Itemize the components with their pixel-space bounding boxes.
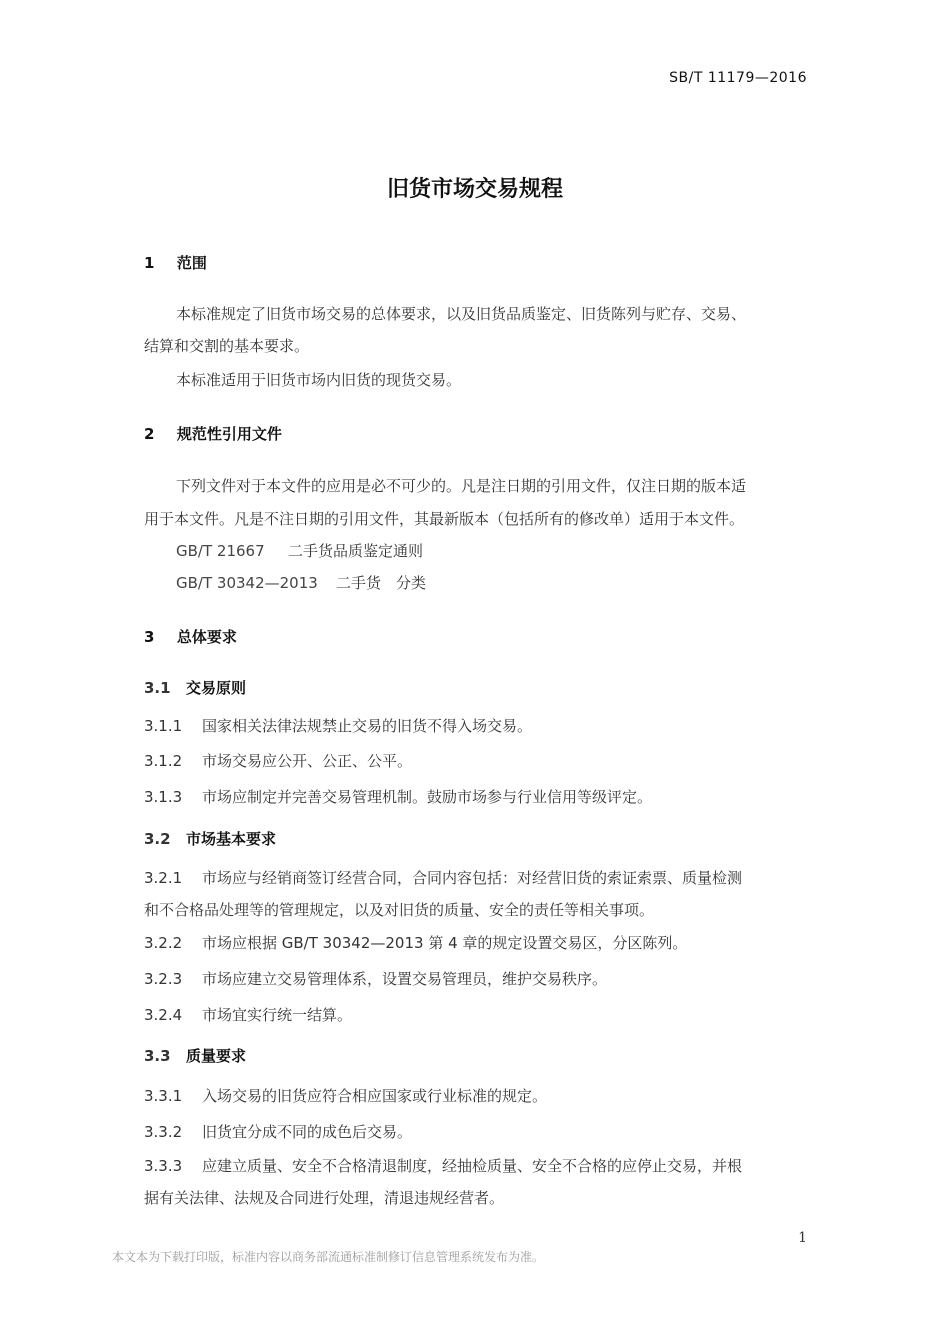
clause-3-2-4: [144, 999, 352, 1031]
standard-code: SB/T 11179—2016: [669, 70, 807, 86]
clause-text: 国家相关法律法规禁止交易的旧货不得入场交易。: [202, 717, 533, 735]
subsection-title: 质量要求: [186, 1047, 247, 1065]
page-number: 1: [798, 1230, 807, 1246]
section-number: 2: [144, 425, 155, 443]
subsection-title: 市场基本要求: [186, 830, 277, 848]
clause-text: 应建立质量、安全不合格清退制度，经抽检质量、安全不合格的应停止交易，并根: [202, 1157, 743, 1175]
paragraph: 本标准适用于旧货市场内旧货的现货交易。: [176, 371, 462, 389]
clause-text: 市场交易应公开、公正、公平。: [202, 752, 413, 770]
reference-title: 二手货品质鉴定通则: [288, 542, 424, 560]
subsection-3-1-heading: [144, 677, 246, 698]
section-title: 范围: [176, 254, 207, 272]
clause-text: 市场应与经销商签订经营合同，合同内容包括：对经营旧货的索证索票、质量检测: [202, 869, 743, 887]
clause-3-2-3: [144, 963, 607, 995]
clause-text: 市场应制定并完善交易管理机制。鼓励市场参与行业信用等级评定。: [202, 788, 653, 806]
clause-number: 3.2.1: [144, 869, 183, 887]
normative-reference: [176, 535, 423, 567]
clause-3-2-2: [144, 927, 687, 959]
clause-3-1-1: [144, 710, 532, 742]
section-title: 规范性引用文件: [176, 425, 282, 443]
clause-number: 3.3.2: [144, 1123, 183, 1141]
section-3-heading: [144, 626, 237, 647]
section-1-heading: [144, 252, 207, 273]
paragraph-line: 用于本文件。凡是不注日期的引用文件，其最新版本（包括所有的修改单）适用于本文件。: [144, 510, 745, 528]
clause-number: 3.3.1: [144, 1087, 183, 1105]
reference-code: GB/T 21667: [176, 542, 265, 560]
clause-number: 3.3.3: [144, 1157, 183, 1175]
reference-title: 二手货 分类: [336, 574, 427, 592]
clause-3-2-1-continued: 和不合格品处理等的管理规定，以及对旧货的质量、安全的责任等相关事项。: [144, 901, 655, 919]
footer-notice: 本文本为下载打印版，标准内容以商务部流通标准制修订信息管理系统发布为准。: [112, 1250, 545, 1264]
clause-3-3-3: [144, 1150, 742, 1182]
subsection-3-2-heading: [144, 828, 276, 849]
subsection-3-3-heading: [144, 1045, 246, 1066]
clause-number: 3.1.3: [144, 788, 183, 806]
paragraph-line: 本标准规定了旧货市场交易的总体要求，以及旧货品质鉴定、旧货陈列与贮存、交易、: [176, 305, 747, 323]
subsection-number: 3.1: [144, 679, 171, 697]
normative-reference: [176, 567, 426, 599]
document-title: 旧货市场交易规程: [386, 177, 563, 202]
section-number: 1: [144, 254, 155, 272]
clause-number: 3.1.2: [144, 752, 183, 770]
reference-code: GB/T 30342—2013: [176, 574, 318, 592]
section-title: 总体要求: [176, 628, 237, 646]
clause-number: 3.2.2: [144, 934, 183, 952]
clause-3-2-1: [144, 862, 742, 894]
clause-3-1-3: [144, 781, 652, 813]
clause-3-1-2: [144, 745, 412, 777]
subsection-number: 3.2: [144, 830, 171, 848]
paragraph-line: 下列文件对于本文件的应用是必不可少的。凡是注日期的引用文件，仅注日期的版本适: [176, 477, 747, 495]
clause-number: 3.1.1: [144, 717, 183, 735]
clause-text: 旧货宜分成不同的成色后交易。: [202, 1123, 413, 1141]
section-number: 3: [144, 628, 155, 646]
clause-number: 3.2.4: [144, 1006, 183, 1024]
clause-text: 入场交易的旧货应符合相应国家或行业标准的规定。: [202, 1087, 548, 1105]
clause-text: 市场宜实行统一结算。: [202, 1006, 353, 1024]
clause-3-3-3-continued: 据有关法律、法规及合同进行处理，清退违规经营者。: [144, 1189, 505, 1207]
subsection-number: 3.3: [144, 1047, 171, 1065]
clause-text: 市场应建立交易管理体系，设置交易管理员，维护交易秩序。: [202, 970, 608, 988]
section-2-heading: [144, 423, 282, 444]
paragraph-line: 结算和交割的基本要求。: [144, 337, 310, 355]
clause-3-3-2: [144, 1116, 412, 1148]
clause-3-3-1: [144, 1080, 547, 1112]
clause-text: 市场应根据 GB/T 30342—2013 第 4 章的规定设置交易区，分区陈列。: [202, 934, 688, 952]
clause-number: 3.2.3: [144, 970, 183, 988]
subsection-title: 交易原则: [186, 679, 247, 697]
